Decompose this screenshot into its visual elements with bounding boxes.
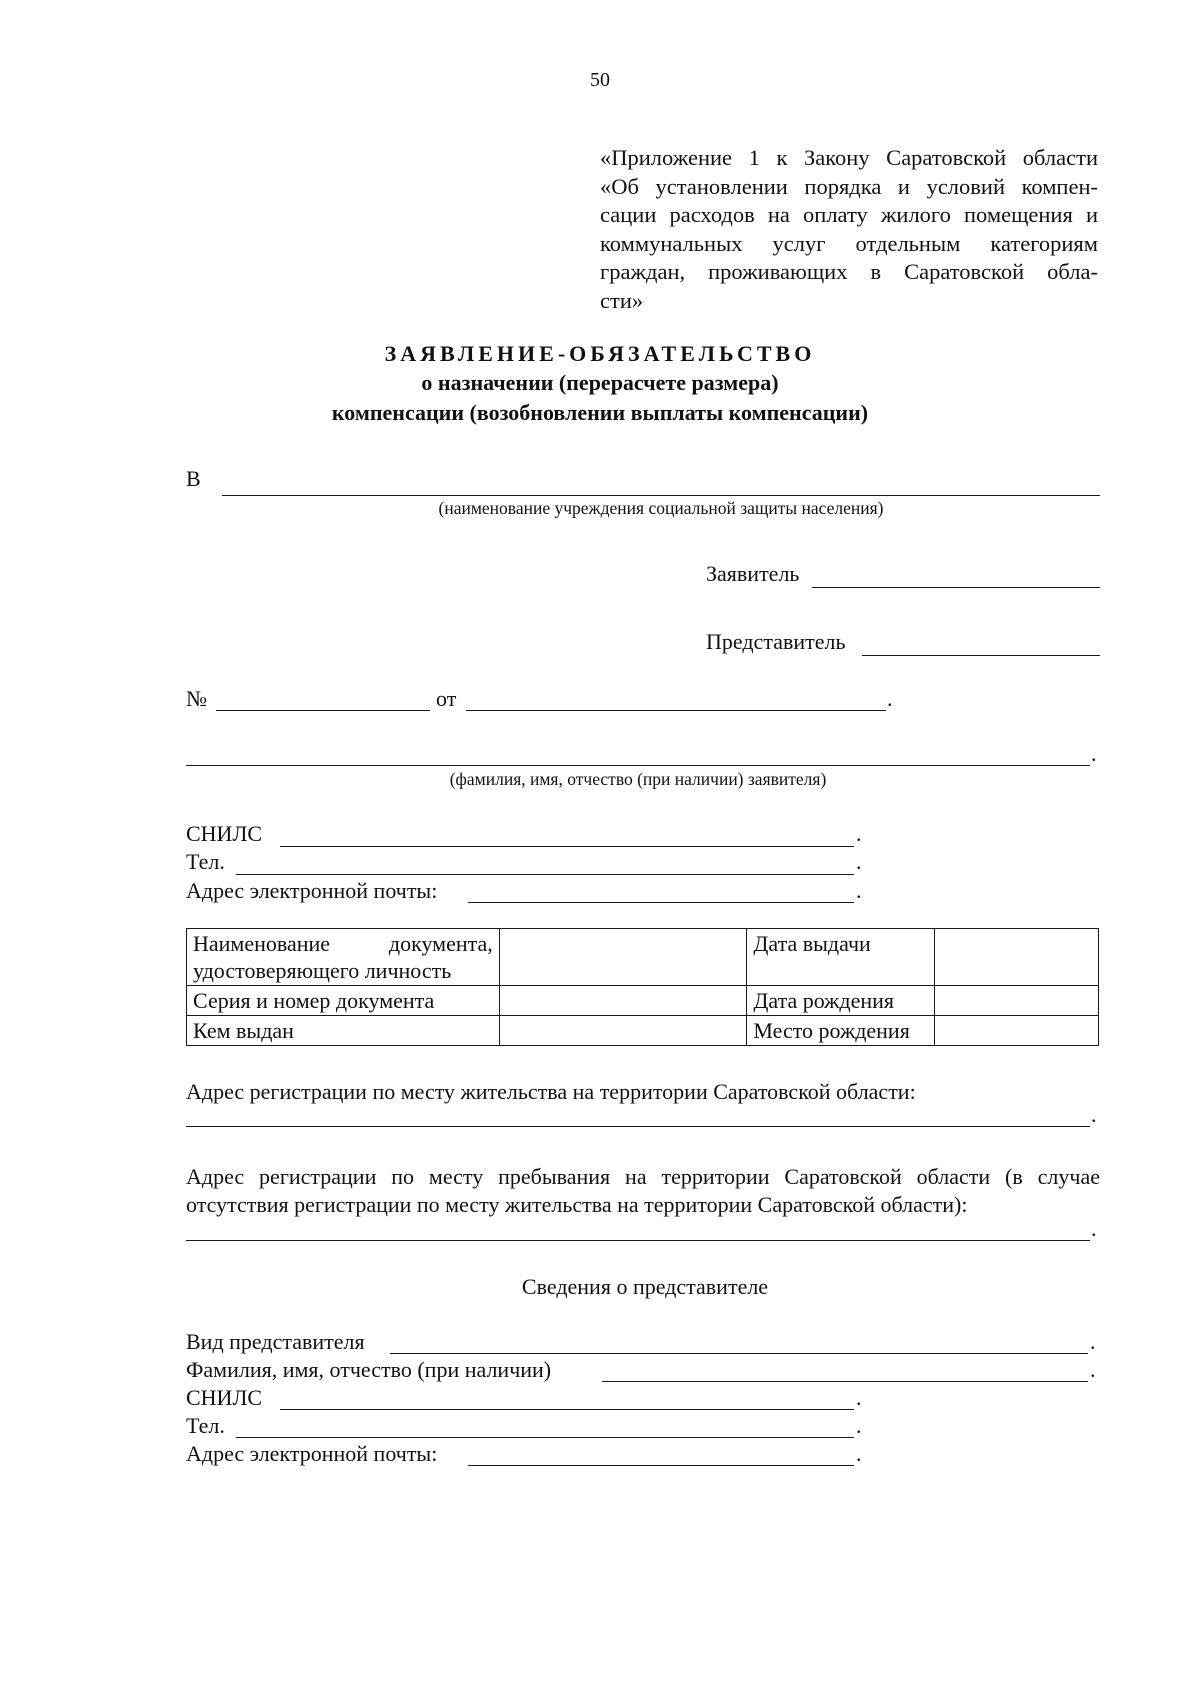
issue-date-input-cell[interactable] — [935, 929, 1099, 986]
dot: . — [1090, 1357, 1096, 1382]
table-cell — [187, 929, 500, 986]
applicant-snils-field[interactable] — [280, 846, 854, 847]
date-field[interactable] — [466, 710, 886, 711]
registration-stay-text: Адрес регистрации по месту пребывания на территории Саратовской области (в случае — [186, 1164, 1100, 1189]
applicant-field[interactable] — [812, 587, 1100, 588]
recipient-prefix: В — [186, 466, 201, 491]
dot: . — [856, 1441, 862, 1466]
registration-stay-field[interactable] — [186, 1240, 1090, 1241]
representative-email-label: Адрес электронной почты: — [186, 1441, 438, 1466]
applicant-phone-field[interactable] — [236, 874, 854, 875]
applicant-snils-label: СНИЛС — [186, 821, 263, 846]
birth-place-input-cell[interactable] — [935, 1016, 1099, 1046]
representative-fio-field[interactable] — [602, 1381, 1088, 1382]
dot: . — [856, 878, 862, 903]
dot: . — [856, 1413, 862, 1438]
recipient-field[interactable] — [222, 495, 1100, 496]
document-subtitle: компенсации (возобновлении выплаты компенсации) — [331, 400, 869, 425]
representative-phone-label: Тел. — [186, 1413, 225, 1438]
doc-name-input-cell[interactable] — [499, 929, 747, 986]
appendix-line: граждан, проживающих в Саратовской обла- — [600, 259, 1098, 284]
doc-name-label-line2: удостоверяющего личность — [193, 958, 452, 983]
representative-label: Представитель — [706, 629, 846, 654]
representative-phone-field[interactable] — [236, 1437, 854, 1438]
dot: . — [1091, 1102, 1097, 1127]
dot: . — [856, 821, 862, 846]
table-row — [187, 929, 1099, 986]
appendix-line: сации расходов на оплату жилого помещения и — [600, 202, 1098, 227]
appendix-line: коммунальных услуг отдельным категориям — [600, 230, 1098, 256]
recipient-caption: (наименование учреждения социальной защиты населения) — [438, 498, 884, 518]
representative-fio-label: Фамилия, имя, отчество (при наличии) — [186, 1357, 552, 1382]
applicant-phone-label: Тел. — [186, 849, 225, 874]
representative-snils-label: СНИЛС — [186, 1385, 263, 1410]
registration-stay-label-line1 — [186, 1166, 1100, 1188]
dot: . — [1091, 1216, 1097, 1241]
appendix-line: сти» — [600, 287, 644, 313]
registration-stay-label-line2: отсутствия регистрации по месту жительства на территории Саратовской области): — [186, 1192, 968, 1217]
representative-field[interactable] — [862, 655, 1100, 656]
doc-series-input-cell[interactable] — [499, 986, 747, 1016]
table-row — [187, 1016, 1099, 1046]
dot: . — [1090, 1329, 1096, 1354]
document-title: ЗАЯВЛЕНИЕ-ОБЯЗАТЕЛЬСТВО — [384, 341, 816, 366]
issued-by-label: Кем выдан — [187, 1016, 500, 1046]
from-label: от — [436, 686, 457, 711]
representative-snils-field[interactable] — [280, 1409, 854, 1410]
birth-date-label: Дата рождения — [747, 986, 935, 1016]
issue-date-label: Дата выдачи — [747, 929, 935, 986]
applicant-email-field[interactable] — [468, 902, 854, 903]
dot: . — [856, 849, 862, 874]
birth-place-label: Место рождения — [747, 1016, 935, 1046]
representative-email-field[interactable] — [468, 1465, 854, 1466]
appendix-line: «Приложение 1 к Закону Саратовской области — [600, 145, 1098, 170]
dot: . — [856, 1385, 862, 1410]
fio-caption: (фамилия, имя, отчество (при наличии) заявителя) — [449, 769, 827, 789]
appendix-reference — [600, 144, 1098, 315]
representative-section-heading: Сведения о представителе — [521, 1274, 769, 1299]
identity-document-table — [186, 928, 1099, 1046]
number-sign: № — [186, 686, 207, 711]
table-row — [187, 986, 1099, 1016]
birth-date-input-cell[interactable] — [935, 986, 1099, 1016]
page-number: 50 — [590, 69, 610, 91]
applicant-label: Заявитель — [706, 561, 800, 586]
representative-type-label: Вид представителя — [186, 1329, 365, 1354]
appendix-line: «Об установлении порядка и условий компен- — [600, 173, 1098, 199]
doc-name-label-line1: Наименование документа, — [193, 931, 493, 956]
number-field[interactable] — [216, 710, 430, 711]
fio-dot: . — [1091, 741, 1097, 766]
applicant-fio-field[interactable] — [186, 765, 1090, 766]
registration-residence-label: Адрес регистрации по месту жительства на территории Саратовской области: — [186, 1079, 916, 1104]
applicant-email-label: Адрес электронной почты: — [186, 878, 438, 903]
doc-series-label: Серия и номер документа — [187, 986, 500, 1016]
issued-by-input-cell[interactable] — [499, 1016, 747, 1046]
document-subtitle: о назначении (перерасчете размера) — [421, 370, 779, 395]
registration-residence-field[interactable] — [186, 1126, 1090, 1127]
representative-type-field[interactable] — [390, 1353, 1088, 1354]
number-row-dot: . — [887, 686, 893, 711]
